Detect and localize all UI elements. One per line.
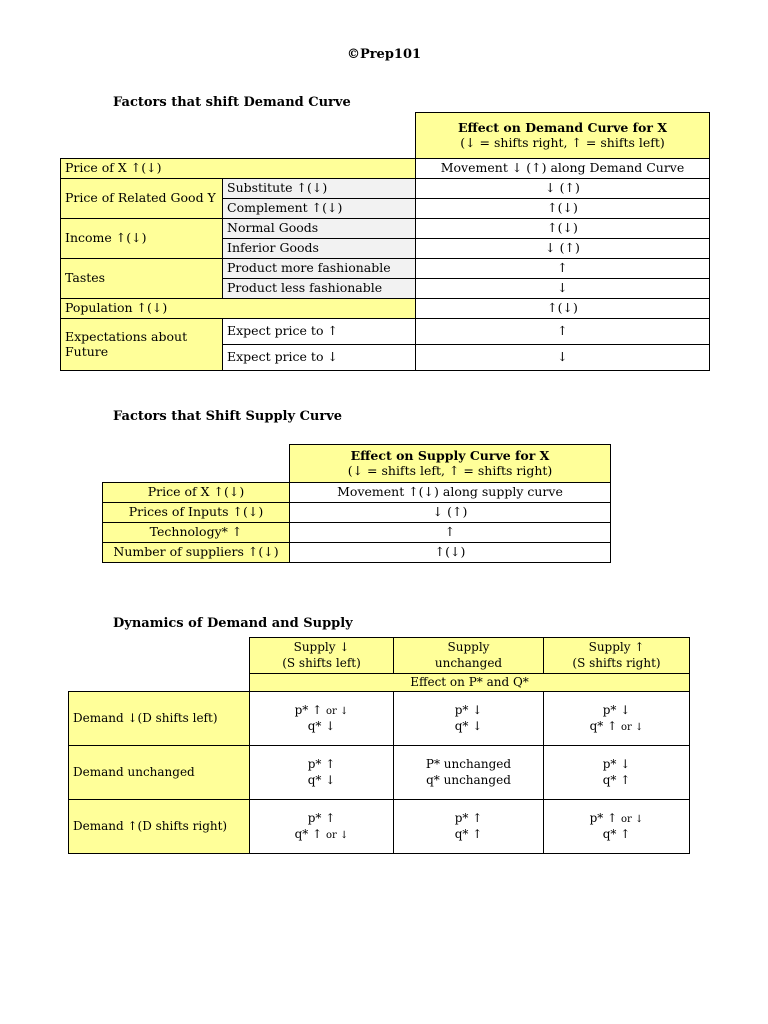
col-subtitle: (S shifts left) [282, 655, 361, 670]
row-price-x-label: Price of X ↑(↓) [61, 159, 416, 179]
cell-quantity: q* ↓ [307, 718, 336, 733]
supply-row-effect: ↑ [290, 523, 611, 543]
col-supply-down [250, 638, 394, 674]
demand-effect-title: Effect on Demand Curve for X [457, 120, 668, 136]
dynamics-heading: Dynamics of Demand and Supply [113, 616, 353, 631]
row-population-label: Population ↑(↓) [61, 299, 416, 319]
cell-price: p* ↑ [307, 756, 336, 771]
col-supply-unchanged [394, 638, 544, 674]
demand-table [60, 112, 710, 371]
supply-row-effect: ↑(↓) [290, 543, 611, 563]
col-subtitle: unchanged [434, 655, 503, 670]
effect-label-spacer [69, 674, 250, 692]
supply-table [102, 444, 611, 563]
cell-price: p* ↓ [602, 756, 631, 771]
row-tastes-label: Tastes [61, 259, 223, 299]
row-demand-unchanged-label: Demand unchanged [69, 746, 250, 800]
cell-price-text: p* ↑ [294, 702, 323, 717]
demand-effect-subtitle: (↓ = shifts right, ↑ = shifts left) [460, 134, 665, 150]
row-income-label: Income ↑(↓) [61, 219, 223, 259]
cell-price [254, 703, 389, 719]
supply-row-label: Prices of Inputs ↑(↓) [103, 503, 290, 523]
row-demand-up-label: Demand ↑(D shifts right) [69, 800, 250, 854]
cell-price-text: p* ↑ [589, 810, 618, 825]
cell-demand-up-supply-up [544, 800, 690, 854]
row-expectations-label: Expectations about Future [61, 319, 223, 371]
cell-demand-down-supply-unchanged [394, 692, 544, 746]
demand-effect-header [416, 113, 710, 159]
demand-header-spacer [61, 113, 416, 159]
cell-quantity: q* ↓ [454, 718, 483, 733]
supply-heading: Factors that Shift Supply Curve [113, 409, 343, 424]
cell-quantity: q* unchanged [426, 772, 511, 787]
dynamics-table [68, 637, 690, 854]
supply-row-label: Technology* ↑ [103, 523, 290, 543]
or-note: or ↓ [621, 721, 644, 733]
effect-label: Effect on P* and Q* [250, 674, 690, 692]
supply-row-effect: ↓ (↑) [290, 503, 611, 523]
col-title: Supply ↓ [293, 639, 350, 654]
row-demand-down-label: Demand ↓(D shifts left) [69, 692, 250, 746]
row-complement-effect: ↑(↓) [416, 199, 710, 219]
cell-price: P* unchanged [425, 756, 512, 771]
row-substitute-effect: ↓ (↑) [416, 179, 710, 199]
dynamics-header-spacer [69, 638, 250, 674]
cell-demand-up-supply-unchanged [394, 800, 544, 854]
cell-quantity: q* ↓ [307, 772, 336, 787]
row-less-fashionable-label: Product less fashionable [223, 279, 416, 299]
supply-effect-subtitle: (↓ = shifts left, ↑ = shifts right) [347, 462, 553, 478]
row-normal-label: Normal Goods [223, 219, 416, 239]
row-expect-up-label: Expect price to ↑ [223, 319, 416, 345]
row-expect-down-effect: ↓ [416, 345, 710, 371]
row-complement-label: Complement ↑(↓) [223, 199, 416, 219]
cell-quantity [254, 827, 389, 843]
cell-demand-up-supply-down [250, 800, 394, 854]
row-price-x-effect: Movement ↓ (↑) along Demand Curve [416, 159, 710, 179]
col-subtitle: (S shifts right) [572, 655, 661, 670]
cell-price: p* ↑ [307, 810, 336, 825]
row-related-label: Price of Related Good Y [61, 179, 223, 219]
supply-effect-title: Effect on Supply Curve for X [350, 448, 550, 464]
row-more-fashionable-label: Product more fashionable [223, 259, 416, 279]
cell-demand-unchanged-supply-up [544, 746, 690, 800]
cell-quantity-text: q* ↑ [589, 718, 618, 733]
row-substitute-label: Substitute ↑(↓) [223, 179, 416, 199]
supply-header-spacer [103, 445, 290, 483]
cell-quantity-text: q* ↑ [294, 826, 323, 841]
cell-price [548, 811, 685, 827]
supply-row-label: Number of suppliers ↑(↓) [103, 543, 290, 563]
cell-quantity: q* ↑ [602, 826, 631, 841]
cell-demand-down-supply-down [250, 692, 394, 746]
cell-price: p* ↓ [454, 702, 483, 717]
or-note: or ↓ [621, 813, 644, 825]
cell-quantity: q* ↑ [454, 826, 483, 841]
cell-demand-down-supply-up [544, 692, 690, 746]
row-inferior-label: Inferior Goods [223, 239, 416, 259]
row-population-effect: ↑(↓) [416, 299, 710, 319]
or-note: or ↓ [326, 829, 349, 841]
cell-demand-unchanged-supply-down [250, 746, 394, 800]
row-expect-down-label: Expect price to ↓ [223, 345, 416, 371]
row-more-fashionable-effect: ↑ [416, 259, 710, 279]
cell-price: p* ↓ [602, 702, 631, 717]
cell-quantity: q* ↑ [602, 772, 631, 787]
or-note: or ↓ [326, 705, 349, 717]
cell-demand-unchanged-supply-unchanged [394, 746, 544, 800]
col-title: Supply [447, 639, 490, 654]
col-title: Supply ↑ [588, 639, 645, 654]
supply-row-label: Price of X ↑(↓) [103, 483, 290, 503]
supply-row-effect: Movement ↑(↓) along supply curve [290, 483, 611, 503]
row-normal-effect: ↑(↓) [416, 219, 710, 239]
cell-quantity [548, 719, 685, 735]
row-inferior-effect: ↓ (↑) [416, 239, 710, 259]
copyright: ©Prep101 [346, 47, 422, 62]
row-less-fashionable-effect: ↓ [416, 279, 710, 299]
row-expect-up-effect: ↑ [416, 319, 710, 345]
cell-price: p* ↑ [454, 810, 483, 825]
supply-effect-header [290, 445, 611, 483]
col-supply-up [544, 638, 690, 674]
demand-heading: Factors that shift Demand Curve [113, 95, 351, 110]
